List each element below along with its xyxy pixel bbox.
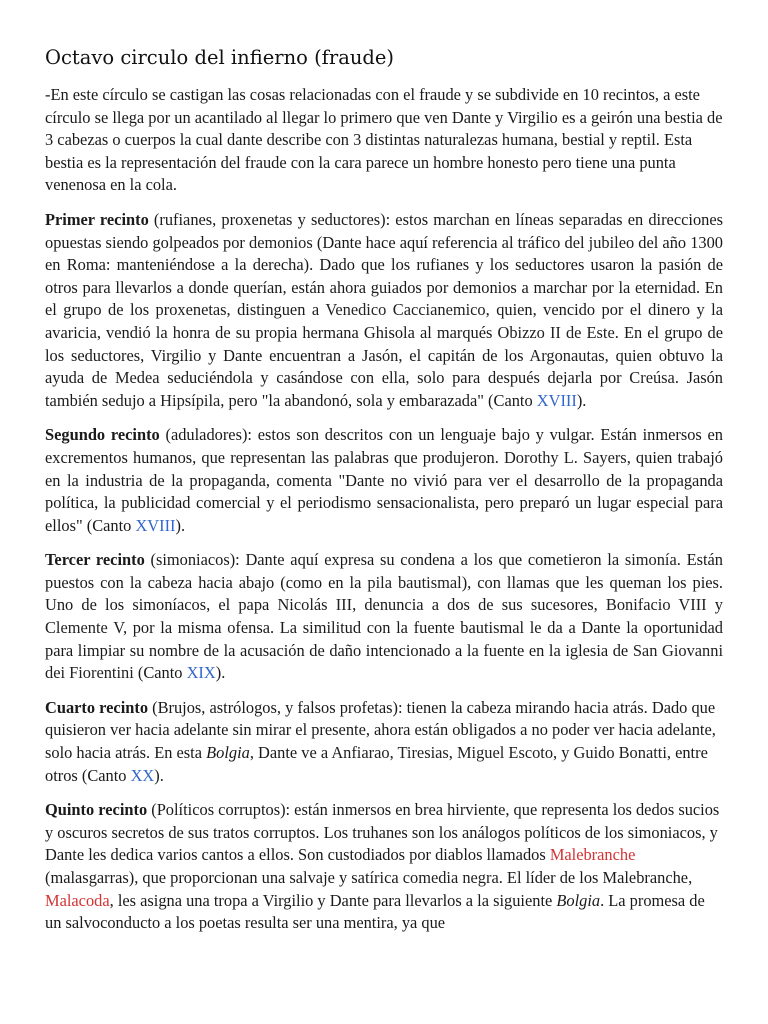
text: (Brujos, astrólogos, y falsos profetas): tienen la cabeza mirando hacia atrás. Dado que quisieron ver hacia adelante sin mirar el presente, ahora están obligados a no poder ver hacia adelante, solo hacia atrás. En esta xyxy=(45,697,716,763)
segundo-recinto-heading: Segundo recinto xyxy=(45,425,160,445)
link-simonia[interactable]: simonía xyxy=(624,550,677,570)
text: ). xyxy=(215,663,226,683)
link-demonios[interactable]: demonios xyxy=(249,232,313,252)
link-malebranche[interactable]: Malebranche xyxy=(549,845,636,865)
link-hipsipila[interactable]: Hipsípila xyxy=(160,390,221,410)
text: , entre otros (Canto xyxy=(45,743,708,785)
text: , pero "la abandonó, sola y embarazada" (Canto xyxy=(220,390,537,410)
link-nicolas[interactable]: Nicolás III xyxy=(277,595,353,615)
primer-recinto-heading: Primer recinto xyxy=(45,209,149,229)
text: ). xyxy=(576,390,587,410)
intro-paragraph xyxy=(45,84,723,197)
link-canto-xviii[interactable]: XVIII xyxy=(536,390,577,410)
link-venedico[interactable]: Venedico Caccianemico xyxy=(325,300,486,320)
text: , quien trabajó en la industria de la propaganda, comenta "Dante no vivió para ver el desarrollo de la propaganda política, la publicidad comercial y el periodismo sensacionalista, pero preparó un lugar especial para ellos" (Canto xyxy=(45,447,723,535)
text: , quien obtuvo la ayuda de xyxy=(45,345,723,388)
text: . En el grupo de los seductores, Virgilio y Dante encuentran a xyxy=(45,322,724,365)
text: (malasgarras), que proporcionan una salvaje y satírica xyxy=(45,868,403,887)
link-bonifacio[interactable]: Bonifacio VIII xyxy=(605,595,707,615)
link-canto-xx[interactable]: XX xyxy=(130,765,155,785)
bolgia-italic: Bolgia xyxy=(206,743,250,763)
text: del año 1300 en Roma: manteniéndose a la derecha). Dado que los rufianes y los seductores usaron la pasión de otros para llevarlos a donde querían, están ahora guiados por demonios a marchar por la eternidad. En el grupo de los proxenetas, distinguen a xyxy=(45,232,723,320)
link-creusa[interactable]: Creúsa xyxy=(629,368,675,388)
text: , y xyxy=(553,743,574,763)
segundo-recinto-paragraph xyxy=(45,424,723,537)
link-medea[interactable]: Medea xyxy=(114,368,160,388)
link-argonautas[interactable]: Argonautas xyxy=(529,345,605,365)
text: . La promesa de un salvoconducto a los poetas resulta ser una mentira, ya que xyxy=(45,890,705,933)
bolgia-italic-2: Bolgia xyxy=(556,890,601,910)
link-anfiarao[interactable]: Anfiarao xyxy=(331,743,390,763)
link-pila-bautismal[interactable]: pila bautismal xyxy=(367,572,462,592)
tercer-recinto-heading: Tercer recinto xyxy=(45,550,145,570)
text: , xyxy=(389,743,398,763)
text: , por la misma ofensa. La similitud con la fuente bautismal le da a Dante la oportunidad para limpiar su nombre de la acusación de daño intencionado a la fuente en la iglesia de xyxy=(45,618,723,660)
cuarto-recinto-heading: Cuarto recinto xyxy=(45,697,149,717)
text: (aduladores): estos son descritos con un lenguaje bajo y vulgar. Están inmersos en excrementos humanos, que representan las palabras que produjeron. xyxy=(45,425,723,467)
text: (Políticos corruptos): están inmersos en brea hirviente, que representa los dedos sucios y oscuros secretos de sus tratos corruptos. Los truhanes son los análogos políticos de los simoniacos, y Dante les dedica varios cantos a ellos. Son custodiados por diablos llamados xyxy=(45,800,720,865)
link-guido-bonatti[interactable]: Guido Bonatti xyxy=(573,743,667,763)
link-canto-xviii-2[interactable]: XVIII xyxy=(135,515,176,535)
link-san-giovanni[interactable]: San Giovanni dei Fiorentini xyxy=(45,640,723,683)
link-jason[interactable]: Jasón xyxy=(361,345,399,365)
text: , Dante ve a xyxy=(249,743,332,763)
link-clemente[interactable]: Clemente V xyxy=(45,618,123,638)
tercer-recinto-paragraph xyxy=(45,549,723,685)
link-jubileo[interactable]: jubileo xyxy=(588,232,635,252)
text: . Están puestos con la cabeza hacia abajo (como en la xyxy=(45,550,723,592)
text: ), con llamas que les queman los pies. Uno de los simoníacos, el papa xyxy=(45,572,724,615)
text: , el capitán de los xyxy=(398,345,530,365)
link-comedia-negra[interactable]: comedia negra xyxy=(402,868,499,887)
document-page xyxy=(45,44,723,947)
text: . El líder de los Malebranche, xyxy=(498,868,693,887)
link-malacoda[interactable]: Malacoda xyxy=(45,890,110,910)
link-obizzo[interactable]: Obizzo II de Este xyxy=(497,322,615,342)
text: (rufianes, proxenetas y seductores): estos marchan en líneas separadas en direcciones opuestas siendo golpeados por xyxy=(45,209,723,252)
text: (simoniacos): Dante aquí expresa su condena a los que cometieron la xyxy=(144,550,625,570)
text: . Jasón también sedujo a xyxy=(45,368,723,410)
page-title: Octavo circulo del infierno (fraude) xyxy=(45,46,395,69)
text: , xyxy=(448,743,457,763)
text: ). xyxy=(175,515,186,535)
cuarto-recinto-paragraph xyxy=(45,697,723,787)
quinto-recinto-paragraph xyxy=(45,799,723,935)
intro-text: -En este círculo se castigan las cosas relacionadas con el fraude y se subdivide en 10 recintos, a este círculo se llega por un acantilado al llegar lo primero que ven Dante y Virgilio es a geirón una bestia de 3 cabezas o cuerpos la cual dante describe con 3 distintas naturalezas humana, bestial y reptil. Esta bestia es la representación del fraude con la cara parece un hombre honesto pero tiene una punta venenosa en la cola. xyxy=(45,85,723,195)
text: , les asigna una tropa a Virgilio y Dante para llevarlos a la siguiente xyxy=(109,890,557,910)
text: (Dante hace aquí referencia al tráfico del xyxy=(312,232,589,252)
text: ). xyxy=(154,765,164,785)
primer-recinto-paragraph xyxy=(45,209,723,412)
quinto-recinto-heading: Quinto recinto xyxy=(45,800,148,820)
text: seduciéndola y casándose con ella, solo para después dejarla por xyxy=(159,368,630,388)
link-tiresias[interactable]: Tiresias xyxy=(397,743,449,763)
text: y xyxy=(706,595,724,615)
link-sayers[interactable]: Dorothy L. Sayers xyxy=(503,447,627,467)
link-canto-xix[interactable]: XIX xyxy=(186,663,216,683)
text: (Canto xyxy=(133,663,187,683)
link-miguel-escoto[interactable]: Miguel Escoto xyxy=(456,743,554,763)
text: , denuncia a dos de sus sucesores, xyxy=(352,595,606,615)
text: , quien, vencido por el dinero y la avaricia, vendió la honra de su propia hermana Ghisola al marqués xyxy=(45,300,723,342)
